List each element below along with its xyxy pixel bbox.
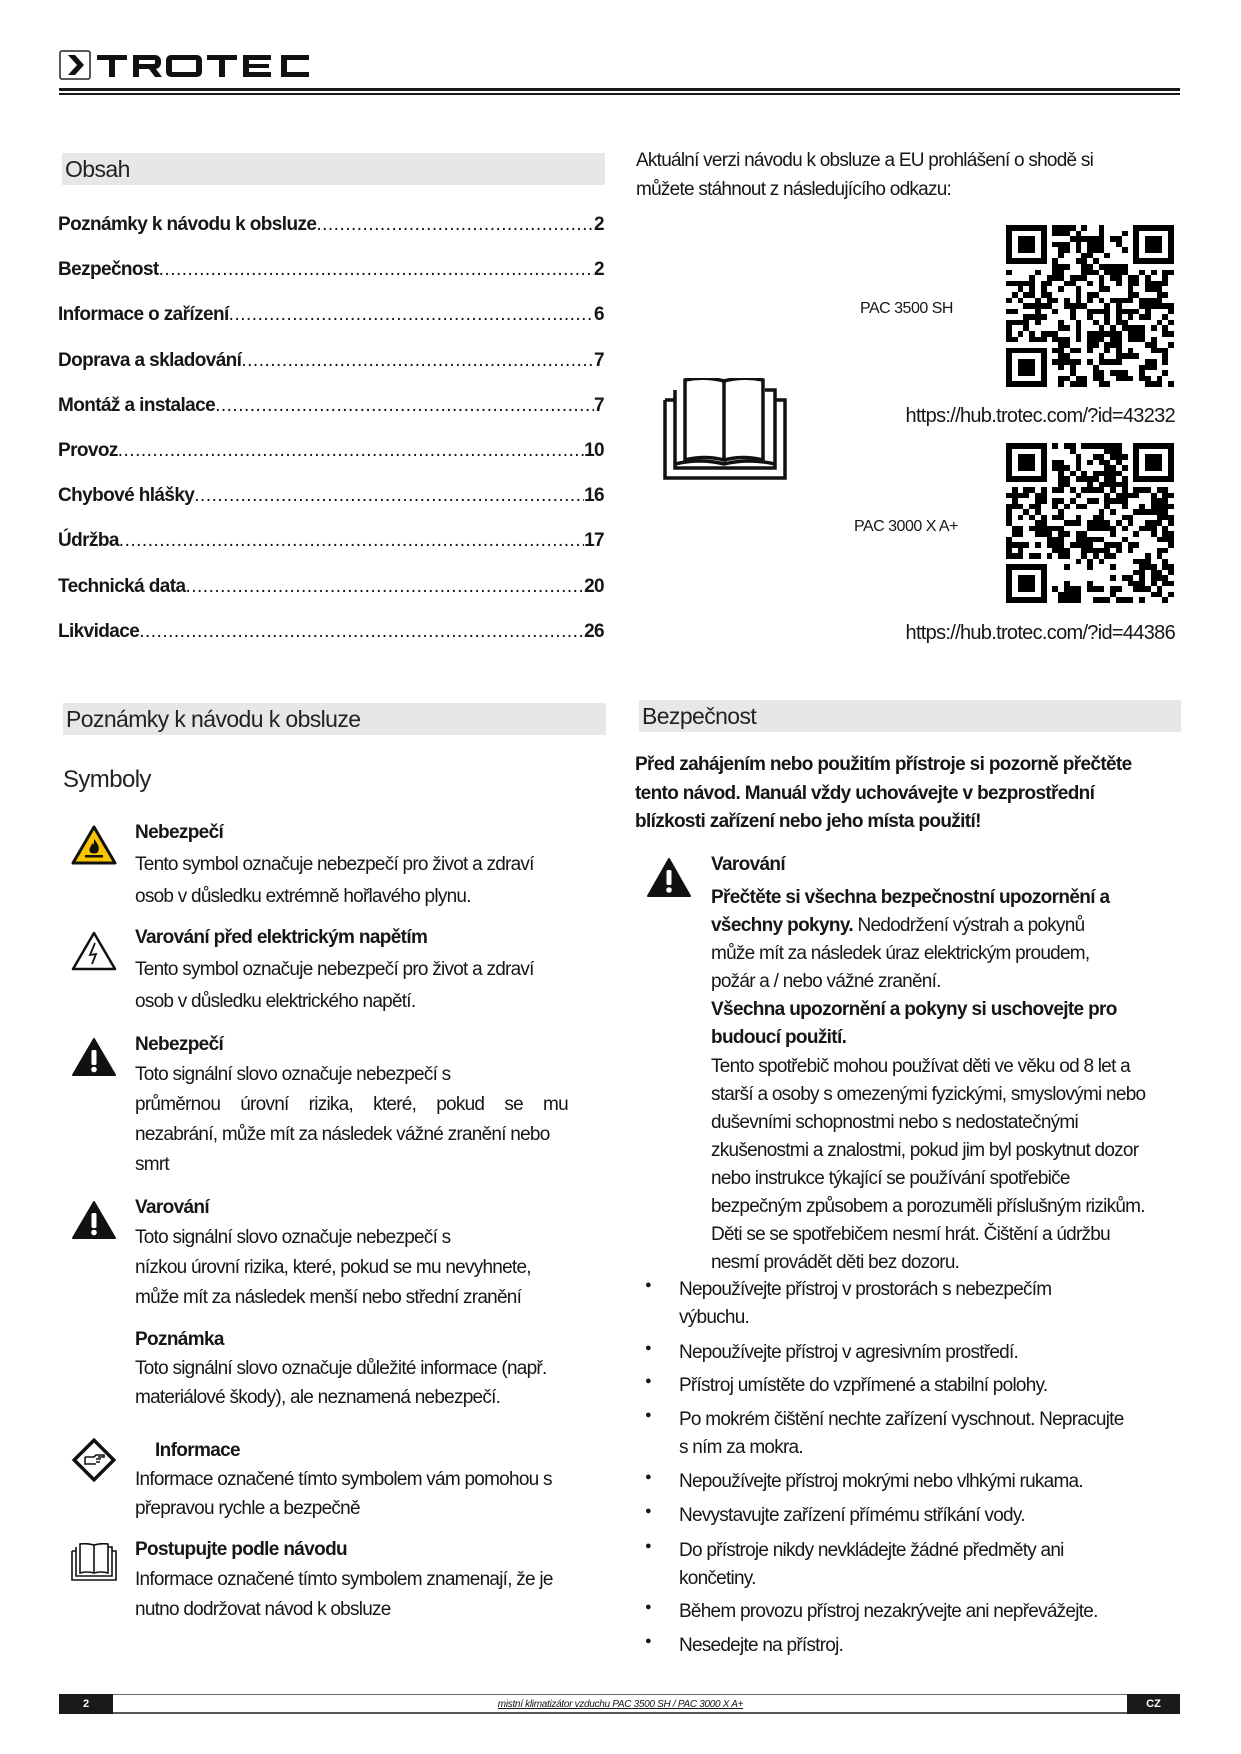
text: může mít za následek úraz elektrickým proudem, (711, 943, 1090, 965)
electric-voltage-warning-icon (71, 931, 117, 976)
toc-entry[interactable] (58, 394, 604, 418)
symbol-description-line: osob v důsledku elektrického napětí. (135, 991, 416, 1012)
safety-bullet-item (679, 1276, 1051, 1332)
toc-entry-page: 17 (584, 530, 604, 552)
text: bezpečným způsobem a porozuměli příslušným rizikům. (711, 1196, 1145, 1218)
symbol-description-line: přepravou rychle a bezpečně (135, 1498, 360, 1519)
manual-book-icon (71, 1543, 117, 1586)
warning-text-line (711, 912, 1145, 940)
manual-book-icon (663, 378, 787, 480)
symbol-title: Nebezpečí (135, 1034, 224, 1055)
bullet-line: s ním za mokra. (679, 1437, 803, 1458)
warning-text-line (711, 1024, 1145, 1052)
text: duševními schopnostmi nebo s nedostatečnými (711, 1111, 1078, 1133)
toc-entry[interactable] (58, 213, 604, 237)
symbol-description-line: nutno dodržovat návod k obsluze (135, 1599, 391, 1620)
bullet-line: Nesedejte na přístroj. (679, 1635, 844, 1656)
toc-dot-leader (118, 439, 584, 463)
toc-entry-page: 2 (594, 259, 604, 281)
bullet-line: Po mokrém čištění nechte zařízení vyschnout. Nepracujte (679, 1409, 1124, 1430)
toc-entry-label: Likvidace (58, 620, 140, 642)
bullet-line: Nevystavujte zařízení přímému stříkání vody. (679, 1505, 1025, 1526)
warning-text-line (711, 1137, 1145, 1165)
symbol-description-line: materiálové škody), ale neznamená nebezpečí. (135, 1387, 501, 1408)
toc-dot-leader (185, 575, 584, 599)
toc-entry-label: Doprava a skladování (58, 349, 242, 371)
bullet-icon: ● (645, 1540, 652, 1552)
toc-entry-label: Údržba (58, 530, 119, 552)
text: zkušenostmi a znalostmi, pokud jim byl poskytnut dozor (711, 1139, 1139, 1161)
pointing-hand-diamond-icon (71, 1437, 117, 1488)
symbols-heading: Symboly (63, 766, 151, 793)
toc-entry-label: Bezpečnost (58, 259, 159, 281)
symbol-title: Postupujte podle návodu (135, 1539, 347, 1560)
bullet-icon: ● (645, 1375, 652, 1387)
warning-triangle-icon (647, 858, 691, 898)
safety-intro-line: tento návod. Manuál vždy uchovávejte v bezprostřední (635, 782, 1095, 804)
safety-bullet-item (679, 1468, 1083, 1496)
bullet-icon: ● (645, 1279, 652, 1291)
text: nebo instrukce týkající se používání spotřebiče (711, 1167, 1070, 1189)
symbol-title: Poznámka (135, 1329, 224, 1350)
safety-title: Bezpečnost (642, 703, 757, 729)
toc-entry-label: Technická data (58, 575, 186, 597)
bold-text: Všechna upozornění a pokyny si uschovejte pro (711, 999, 1117, 1021)
symbol-description-line: může mít za následek menší nebo střední zranění (135, 1287, 522, 1308)
toc-entry-label: Chybové hlášky (58, 485, 195, 507)
symbol-description-line: osob v důsledku extrémně hořlavého plynu. (135, 886, 471, 907)
warning-text-line (711, 1109, 1145, 1137)
text: Děti se se spotřebičem nesmí hrát. Čištění a údržbu (711, 1224, 1110, 1246)
text: nesmí provádět děti bez dozoru. (711, 1252, 960, 1274)
text: Nedodržení výstrah a pokynů (852, 915, 1085, 937)
bullet-icon: ● (645, 1601, 652, 1613)
toc-entry[interactable] (58, 575, 604, 599)
word: průměrnou (135, 1094, 221, 1115)
warning-text-line (711, 1193, 1145, 1221)
symbol-entry (135, 817, 534, 913)
word: rizika, (308, 1094, 354, 1115)
text: starší a osoby s omezenými fyzickými, smyslovými nebo (711, 1083, 1146, 1105)
safety-intro-line: blízkosti zařízení nebo jeho místa použití! (635, 811, 981, 832)
word: úrovní (240, 1094, 289, 1115)
text: Tento spotřebič mohou používat děti ve věku od 8 let a (711, 1055, 1130, 1077)
toc-title: Obsah (65, 156, 130, 182)
symbol-title: Informace (155, 1440, 240, 1461)
warning-text-line (711, 968, 1145, 996)
toc-entry-page: 7 (594, 394, 604, 416)
toc-entry-page: 6 (594, 304, 604, 326)
symbol-title: Nebezpečí (135, 822, 224, 843)
safety-heading (639, 700, 1181, 732)
toc-entry[interactable] (58, 349, 604, 373)
bold-text: budoucí použití. (711, 1027, 847, 1049)
download-link-pac-3500-sh[interactable]: https://hub.trotec.com/?id=43232 (905, 405, 1175, 427)
bullet-icon: ● (645, 1342, 652, 1354)
safety-intro (635, 751, 1132, 837)
symbol-description-line: Toto signální slovo označuje důležité informace (např. (135, 1358, 547, 1379)
bold-text: Přečtěte si všechna bezpečnostní upozornění a (711, 887, 1110, 908)
toc-dot-leader (316, 213, 594, 237)
bullet-line: Do přístroje nikdy nevkládejte žádné předměty ani (679, 1540, 1064, 1561)
footer-document-title: mistní klimatizátor vzduchu PAC 3500 SH / PAC 3000 X A+ (497, 1699, 744, 1710)
symbol-title: Varování (135, 1197, 210, 1218)
flammable-warning-icon (71, 825, 117, 870)
toc-dot-leader (139, 620, 584, 644)
bullet-icon: ● (645, 1505, 652, 1517)
warning-text-line (711, 940, 1145, 968)
safety-warning-text (711, 884, 1145, 1277)
footer-page-number: 2 (59, 1694, 113, 1714)
warning-text-line (711, 1221, 1145, 1249)
toc-entry-page: 16 (584, 485, 604, 507)
safety-bullet-item (679, 1502, 1025, 1530)
toc-entry[interactable] (58, 484, 604, 508)
toc-entry[interactable] (58, 303, 604, 327)
danger-triangle-icon (71, 1037, 117, 1082)
symbol-description-line: Tento symbol označuje nebezpečí pro život a zdraví (135, 854, 534, 875)
symbol-description-line: Tento symbol označuje nebezpečí pro život a zdraví (135, 959, 534, 980)
safety-bullet-item (679, 1406, 1124, 1462)
warning-text-line (711, 1053, 1145, 1081)
download-link-pac-3000-x-a-plus[interactable]: https://hub.trotec.com/?id=44386 (905, 622, 1175, 644)
qr-code-pac-3000-x-a-plus[interactable] (1006, 443, 1174, 603)
bullet-line: Během provozu přístroj nezakrývejte ani nepřevážejte. (679, 1601, 1098, 1622)
toc-entry-page: 7 (594, 349, 604, 371)
warning-text-line (711, 884, 1145, 912)
toc-dot-leader (119, 529, 584, 553)
safety-warning-title: Varování (711, 854, 786, 875)
warning-text-line (711, 1249, 1145, 1277)
word: se (504, 1094, 523, 1115)
download-intro-line: můžete stáhnout z následujícího odkazu: (636, 179, 952, 200)
toc-entry-page: 2 (594, 214, 604, 235)
toc-dot-leader (241, 349, 594, 373)
bullet-icon: ● (645, 1471, 652, 1483)
word: pokud (436, 1094, 485, 1115)
symbol-description-line: nízkou úrovní rizika, které, pokud se mu nevyhnete, (135, 1257, 531, 1278)
warning-text-line (711, 1081, 1145, 1109)
toc-entry-page: 10 (584, 440, 604, 461)
bullet-line: Přístroj umístěte do vzpřímené a stabilní polohy. (679, 1375, 1048, 1396)
bullet-icon: ● (645, 1409, 652, 1421)
bullet-line: Nepoužívejte přístroj v agresivním prostředí. (679, 1342, 1019, 1363)
bold-text: všechny pokyny. (711, 915, 853, 937)
toc-dot-leader (215, 394, 594, 418)
notes-heading (63, 703, 606, 735)
toc-dot-leader (229, 303, 594, 327)
toc-entry-page: 20 (584, 575, 604, 597)
safety-bullet-item (679, 1632, 843, 1660)
safety-bullet-item (679, 1537, 1064, 1593)
safety-bullet-item (679, 1598, 1098, 1626)
bullet-line: Nepoužívejte přístroj mokrými nebo vlhkými rukama. (679, 1471, 1083, 1492)
toc-dot-leader (194, 484, 584, 508)
toc-dot-leader (159, 258, 594, 282)
symbol-entry (135, 1193, 531, 1313)
footer-language: CZ (1127, 1694, 1180, 1714)
toc-heading (62, 153, 605, 185)
warning-triangle-icon (71, 1200, 117, 1245)
symbol-description-line: Toto signální slovo označuje nebezpečí s (135, 1064, 451, 1085)
symbol-description-line: Toto signální slovo označuje nebezpečí s (135, 1227, 451, 1248)
bullet-line: Nepoužívejte přístroj v prostorách s nebezpečím (679, 1279, 1052, 1300)
notes-title: Poznámky k návodu k obsluze (66, 706, 361, 732)
header-rule-thick (59, 88, 1180, 91)
download-intro (636, 146, 1093, 204)
bullet-line: výbuchu. (679, 1307, 750, 1328)
download-intro-line: Aktuální verzi návodu k obsluze a EU prohlášení o shodě si (636, 150, 1094, 171)
model-label: PAC 3000 X A+ (854, 518, 958, 535)
model-label: PAC 3500 SH (860, 300, 953, 317)
bullet-line: končetiny. (679, 1568, 756, 1589)
toc-entry-label: Poznámky k návodu k obsluze (58, 214, 317, 235)
header-rule-thin (59, 93, 1180, 95)
symbol-title: Varování před elektrickým napětím (135, 927, 428, 948)
toc-entry[interactable] (58, 258, 604, 282)
safety-intro-line: Před zahájením nebo použitím přístroje si pozorně přečtěte (635, 754, 1132, 775)
symbol-entry (135, 922, 534, 1018)
bullet-icon: ● (645, 1635, 652, 1647)
toc-entry[interactable] (58, 529, 604, 553)
symbol-description-line: Informace označené tímto symbolem vám pomohou s (135, 1469, 552, 1490)
toc-entry-label: Informace o zařízení (58, 304, 229, 326)
symbol-entry (135, 1325, 547, 1412)
symbol-description-line: Informace označené tímto symbolem znamenají, že je (135, 1569, 553, 1590)
trotec-logo (59, 50, 319, 80)
symbol-description-line (135, 1090, 568, 1120)
symbol-description-line: smrt (135, 1154, 169, 1175)
warning-text-line (711, 996, 1145, 1024)
safety-bullet-item (679, 1339, 1018, 1367)
symbol-entry (135, 1535, 553, 1625)
toc-entry-label: Montáž a instalace (58, 394, 216, 416)
toc-entry[interactable] (58, 439, 604, 463)
symbol-entry (135, 1436, 552, 1523)
warning-text-line (711, 1165, 1145, 1193)
symbol-description-line: nezabrání, může mít za následek vážné zranění nebo (135, 1124, 550, 1145)
toc-entry-page: 26 (584, 620, 604, 642)
word: které, (373, 1094, 417, 1115)
toc-entry-label: Provoz (58, 440, 118, 461)
symbol-entry (135, 1030, 568, 1180)
text: požár a / nebo vážné zranění. (711, 971, 941, 993)
toc-entry[interactable] (58, 620, 604, 644)
word: mu (543, 1094, 568, 1115)
safety-bullet-item (679, 1372, 1047, 1400)
qr-code-pac-3500-sh[interactable] (1006, 225, 1174, 387)
